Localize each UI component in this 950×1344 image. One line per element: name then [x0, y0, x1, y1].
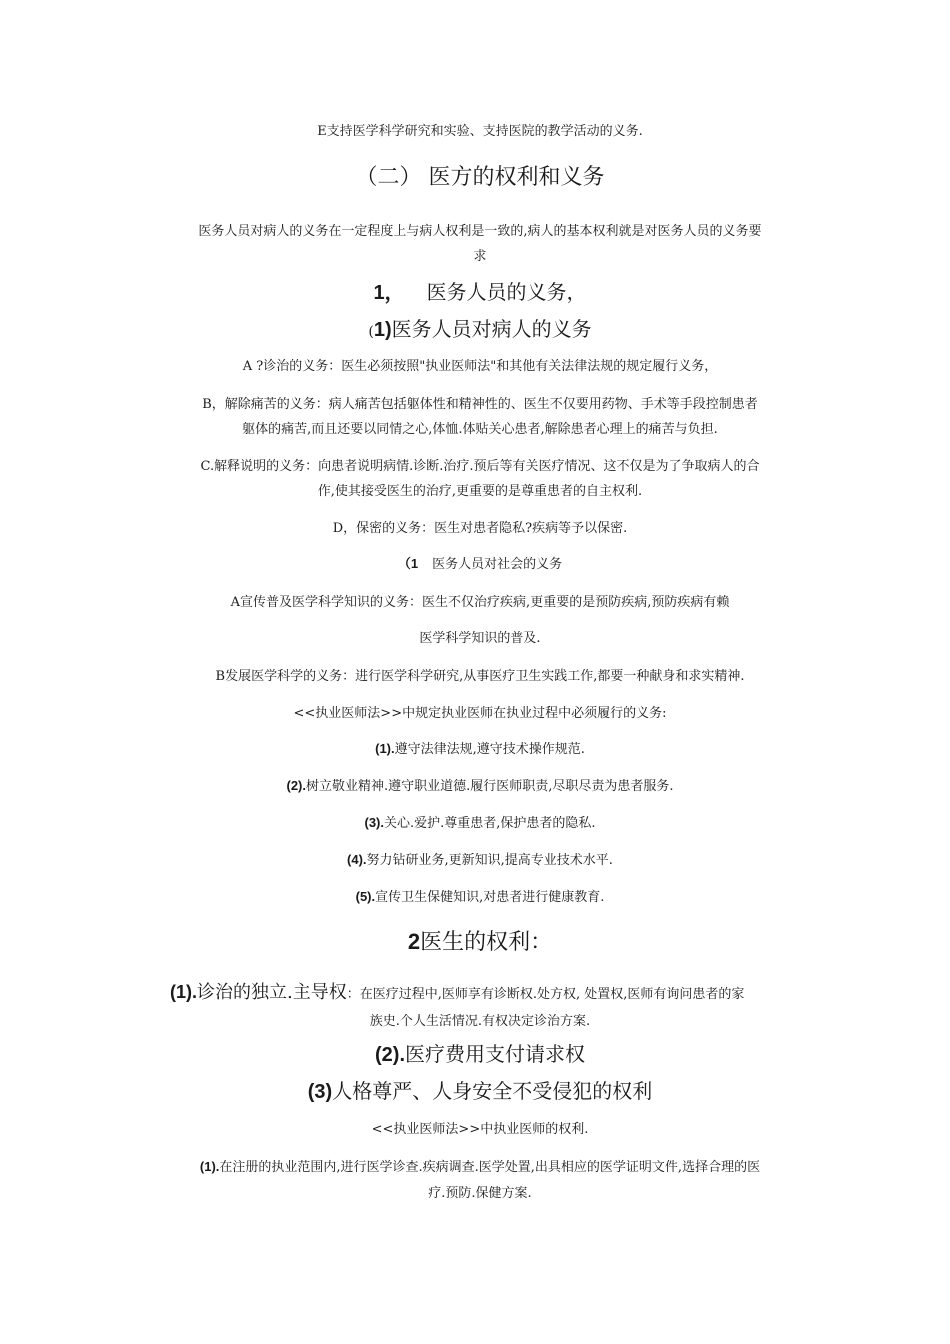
law-duties-intro: <<执业医师法>>中规定执业医师在执业过程中必须履行的义务: [293, 706, 667, 721]
right-1-text: ：在医疗过程中,医师享有诊断权.处方权, 处置权,医师有询问患者的家 [346, 987, 745, 1002]
subheading-duties-to-society [150, 553, 810, 572]
law-duty-3 [150, 812, 810, 831]
society-duty-a-line-1: A宣传普及医学科学知识的义务：医生不仅治疗疾病,更重要的是预防疾病,预防疾病有赖 [230, 595, 730, 610]
subheading-text: 医务人员对病人的义务 [391, 317, 592, 341]
right-1-line-1 [170, 978, 820, 1004]
right-2 [150, 1038, 810, 1067]
right-1-line-2: 族史.个人生活情况.有权决定诊治方案. [369, 1014, 591, 1029]
right-3-number: (3) [307, 1081, 333, 1103]
law-duty-4 [150, 849, 810, 868]
law-right-1-number: (1). [199, 1159, 220, 1174]
society-duty-b: B发展医学科学的义务：进行医学科学研究,从事医疗卫生实践工作,都要一种献身和求实精神. [215, 669, 745, 684]
law-duty-4-number: (4). [347, 852, 367, 867]
law-right-1-text: 在注册的执业范围内,进行医学诊查.疾病调查.医学处置,出具相应的医学证明文件,选择合理的医 [219, 1160, 761, 1175]
right-3 [150, 1075, 810, 1104]
law-duty-2 [150, 775, 810, 794]
line-e-support-research: E支持医学科学研究和实验、支持医院的教学活动的义务. [317, 124, 643, 139]
right-1-number: (1). [170, 982, 197, 1002]
law-right-1-line-1 [150, 1156, 810, 1175]
right-1-title: 诊治的独立.主导权 [197, 982, 347, 1003]
heading-doctor-rights [150, 925, 810, 956]
law-duty-3-number: (3). [364, 815, 384, 830]
heading-doctor-rights-text: 医生的权利： [420, 930, 553, 955]
subheading-society-text: 医务人员对社会的义务 [432, 557, 563, 572]
subheading-number: 1) [373, 319, 392, 341]
law-duty-5-number: (5). [355, 889, 376, 904]
law-duty-1-text: 遵守法律法规,遵守技术操作规范. [394, 742, 585, 757]
duty-d-confidentiality: D，保密的义务：医生对患者隐私?疾病等予以保密. [332, 521, 628, 536]
law-duty-5 [150, 886, 810, 905]
right-2-number: (2). [375, 1044, 405, 1066]
section-heading-rights-duties: （二） 医方的权利和义务 [355, 165, 605, 190]
law-duty-3-text: 关心.爱护.尊重患者,保护患者的隐私. [383, 816, 596, 831]
subheading-paren: ( [368, 324, 374, 340]
law-duty-1-number: (1). [375, 741, 395, 756]
duty-a-diagnosis: A ?诊治的义务：医生必须按照"执业医师法"和其他有关法律法规的规定履行义务， [242, 359, 718, 374]
law-duty-2-text: 树立敬业精神.遵守职业道德.履行医师职责,尽职尽责为患者服务. [305, 779, 674, 794]
right-3-text: 人格尊严、人身安全不受侵犯的权利 [332, 1079, 653, 1103]
intro-line-2: 求 [473, 249, 487, 264]
heading-number: 1， [373, 282, 405, 304]
subheading-duties-to-patients [150, 313, 810, 342]
law-duty-5-text: 宣传卫生保健知识,对患者进行健康教育. [375, 890, 605, 905]
law-rights-intro: <<执业医师法>>中执业医师的权利. [371, 1122, 589, 1137]
law-right-1-line-2: 疗.预防.保健方案. [428, 1186, 532, 1201]
law-duty-1 [150, 738, 810, 757]
law-duty-4-text: 努力钻研业务,更新知识,提高专业技术水平. [366, 853, 613, 868]
duty-b-line-1: B，解除痛苦的义务：病人痛苦包括躯体性和精神性的、医生不仅要用药物、手术等手段控制患者 [202, 397, 758, 412]
duty-c-line-2: 作,使其接受医生的治疗,更重要的是尊重患者的自主权利. [317, 484, 643, 499]
duty-b-line-2: 躯体的痛苦,而且还要以同情之心,体恤.体贴关心患者,解除患者心理上的痛苦与负担. [242, 422, 718, 437]
duty-c-line-1: C.解释说明的义务：向患者说明病情.诊断.治疗.预后等有关医疗情况、这不仅是为了争取病人的合 [200, 459, 760, 474]
heading-doctor-rights-number: 2 [407, 929, 421, 954]
heading-text: 医务人员的义务， [426, 280, 587, 304]
right-2-text: 医疗费用支付请求权 [405, 1042, 585, 1066]
law-duty-2-number: (2). [286, 778, 306, 793]
society-duty-a-line-2: 医学科学知识的普及. [419, 631, 541, 646]
subheading-society-number: （1 [397, 556, 419, 571]
intro-line-1: 医务人员对病人的义务在一定程度上与病人权利是一致的,病人的基本权利就是对医务人员的义务要 [198, 224, 762, 239]
heading-medical-staff-duties [150, 276, 810, 305]
